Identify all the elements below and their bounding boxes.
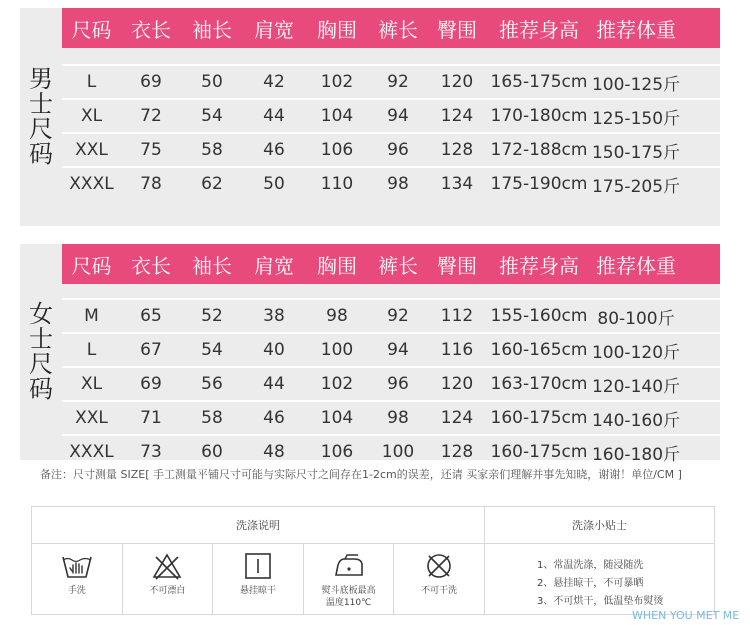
table-cell: 100 xyxy=(381,442,415,462)
table-cell: 112 xyxy=(440,306,474,326)
table-cell: 50 xyxy=(263,174,285,194)
hang-dry-icon xyxy=(241,551,275,581)
column-header: 袖长 xyxy=(192,253,232,278)
care-section xyxy=(31,506,715,615)
table-cell: 80-100斤 xyxy=(597,308,675,329)
table-cell: 75 xyxy=(140,140,162,160)
table-cell: 92 xyxy=(387,306,409,326)
table-cell: 42 xyxy=(263,72,285,92)
table-cell: 69 xyxy=(140,72,162,92)
table-cell: 72 xyxy=(140,106,162,126)
table-cell: 73 xyxy=(140,442,162,462)
column-header: 肩宽 xyxy=(254,253,294,278)
watermark: WHEN YOU MET ME xyxy=(632,609,740,622)
column-header: 臀围 xyxy=(437,253,477,278)
table-cell: 175-205斤 xyxy=(591,176,681,197)
table-cell: XXL xyxy=(75,140,108,160)
column-header: 推荐身高 xyxy=(499,17,579,42)
table-cell: 98 xyxy=(326,306,348,326)
table-cell: 163-170cm xyxy=(490,374,588,394)
table-cell: L xyxy=(86,72,97,92)
table-cell: 52 xyxy=(201,306,223,326)
care-instructions xyxy=(32,507,485,614)
table-cell: 160-165cm xyxy=(490,340,588,360)
table-cell: 78 xyxy=(140,174,162,194)
table-row xyxy=(62,166,720,200)
table-cell: 54 xyxy=(201,106,223,126)
men-side-label-box xyxy=(20,8,62,226)
tip-item: 3、不可烘干，低温垫布熨烫 xyxy=(537,596,664,607)
table-cell: 62 xyxy=(201,174,223,194)
column-header: 裤长 xyxy=(378,253,418,278)
care-label-iron xyxy=(322,585,376,609)
table-row xyxy=(62,64,720,98)
table-cell: 54 xyxy=(201,340,223,360)
table-cell: 104 xyxy=(320,106,354,126)
table-cell: 125-150斤 xyxy=(591,108,681,129)
table-cell: 110 xyxy=(320,174,354,194)
table-row xyxy=(62,400,720,434)
table-cell: 92 xyxy=(387,72,409,92)
women-header-row xyxy=(62,244,720,284)
table-cell: 150-175斤 xyxy=(591,142,681,163)
table-cell: 60 xyxy=(201,442,223,462)
table-cell: XXXL xyxy=(69,174,114,194)
table-row xyxy=(62,332,720,366)
care-label-iron-line2: 温度110℃ xyxy=(325,598,372,608)
column-header: 胸围 xyxy=(317,17,357,42)
table-cell: 160-180斤 xyxy=(591,444,681,465)
column-header: 裤长 xyxy=(378,17,418,42)
table-row xyxy=(62,132,720,166)
column-header: 尺码 xyxy=(71,253,112,278)
men-side-label: 男士尺码 xyxy=(29,65,53,168)
table-cell: 100-125斤 xyxy=(591,74,681,95)
column-header: 胸围 xyxy=(317,253,357,278)
table-cell: 160-175cm xyxy=(490,442,588,462)
care-label-iron-line1: 熨斗底板最高 xyxy=(321,586,376,596)
table-cell: 96 xyxy=(387,374,409,394)
men-size-table xyxy=(20,8,720,226)
table-cell: 65 xyxy=(140,306,162,326)
care-item-no-dry-clean xyxy=(394,543,484,614)
no-bleach-icon xyxy=(150,551,184,581)
table-cell: 71 xyxy=(140,408,162,428)
table-cell: 58 xyxy=(201,140,223,160)
table-cell: 100-120斤 xyxy=(591,342,681,363)
table-cell: 120 xyxy=(440,374,474,394)
care-item-hang-dry xyxy=(213,543,304,614)
table-cell: 38 xyxy=(263,306,285,326)
table-cell: 116 xyxy=(440,340,474,360)
table-cell: 67 xyxy=(140,340,162,360)
women-side-label-box xyxy=(20,244,62,460)
care-item-iron xyxy=(304,543,395,614)
table-cell: M xyxy=(84,306,99,326)
table-cell: 50 xyxy=(201,72,223,92)
table-row xyxy=(62,298,720,332)
column-header: 推荐身高 xyxy=(499,253,579,278)
table-cell: 100 xyxy=(320,340,354,360)
tips-list xyxy=(537,557,663,611)
men-header-row xyxy=(62,8,720,48)
table-cell: 56 xyxy=(201,374,223,394)
care-icons-row xyxy=(32,543,484,614)
women-side-label: 女士尺码 xyxy=(29,300,53,403)
table-cell: 165-175cm xyxy=(490,72,588,92)
table-cell: 120 xyxy=(440,72,474,92)
table-cell: 40 xyxy=(263,340,285,360)
table-cell: 69 xyxy=(140,374,162,394)
table-cell: 98 xyxy=(387,408,409,428)
table-cell: L xyxy=(86,340,97,360)
tip-item: 1、常温洗涤，随浸随洗 xyxy=(537,560,644,571)
care-label-no-bleach: 不可漂白 xyxy=(149,586,186,596)
table-cell: 106 xyxy=(320,442,354,462)
column-header: 推荐体重 xyxy=(596,253,676,278)
table-cell: XL xyxy=(80,374,103,394)
table-cell: 94 xyxy=(387,340,409,360)
care-label-hang-dry: 悬挂晾干 xyxy=(239,586,276,596)
table-row xyxy=(62,434,720,468)
table-cell: 46 xyxy=(263,408,285,428)
table-cell: 124 xyxy=(440,408,474,428)
tips-title: 洗涤小贴士 xyxy=(485,507,714,544)
table-cell: 124 xyxy=(440,106,474,126)
table-row xyxy=(62,366,720,400)
men-table-body xyxy=(62,64,720,200)
table-cell: 102 xyxy=(320,72,354,92)
no-dry-clean-icon xyxy=(422,551,456,581)
table-cell: 48 xyxy=(263,442,285,462)
table-cell: 96 xyxy=(387,140,409,160)
hand-wash-icon xyxy=(60,551,94,581)
table-cell: 170-180cm xyxy=(490,106,588,126)
table-cell: 106 xyxy=(320,140,354,160)
table-cell: 155-160cm xyxy=(490,306,588,326)
column-header: 臀围 xyxy=(437,17,477,42)
column-header: 肩宽 xyxy=(254,17,294,42)
table-cell: XL xyxy=(80,106,103,126)
table-cell: 128 xyxy=(440,140,474,160)
column-header: 推荐体重 xyxy=(596,17,676,42)
women-size-table xyxy=(20,244,720,465)
table-cell: 46 xyxy=(263,140,285,160)
column-header: 袖长 xyxy=(192,17,232,42)
table-cell: 140-160斤 xyxy=(591,410,681,431)
table-cell: 175-190cm xyxy=(490,174,588,194)
table-row xyxy=(62,98,720,132)
care-item-hand-wash xyxy=(32,543,123,614)
table-cell: 102 xyxy=(320,374,354,394)
washing-tips xyxy=(485,507,714,614)
table-cell: 58 xyxy=(201,408,223,428)
care-label-hand-wash: 手洗 xyxy=(67,586,86,596)
table-cell: 128 xyxy=(440,442,474,462)
care-item-no-bleach xyxy=(123,543,214,614)
table-cell: XXL xyxy=(75,408,108,428)
tip-item: 2、悬挂晾干，不可暴晒 xyxy=(537,578,644,589)
measurement-note: 备注：尺寸测量 SIZE[ 手工测量平铺尺寸可能与实际尺寸之间存在1-2cm的误差，还请 买家亲们理解并事先知晓，谢谢！单位/CM ] xyxy=(40,468,682,481)
table-cell: 172-188cm xyxy=(490,140,588,160)
table-cell: 160-175cm xyxy=(490,408,588,428)
iron-icon xyxy=(332,551,366,581)
care-label-no-dry-clean: 不可干洗 xyxy=(421,586,458,596)
table-cell: 94 xyxy=(387,106,409,126)
table-cell: 44 xyxy=(263,374,285,394)
column-header: 衣长 xyxy=(131,17,171,42)
column-header: 尺码 xyxy=(71,17,112,42)
table-cell: 44 xyxy=(263,106,285,126)
column-header: 衣长 xyxy=(131,253,171,278)
table-cell: 98 xyxy=(387,174,409,194)
table-cell: XXXL xyxy=(69,442,114,462)
table-cell: 134 xyxy=(440,174,474,194)
care-title: 洗涤说明 xyxy=(32,507,484,544)
table-cell: 120-140斤 xyxy=(591,376,681,397)
women-table-body xyxy=(62,298,720,468)
table-cell: 104 xyxy=(320,408,354,428)
